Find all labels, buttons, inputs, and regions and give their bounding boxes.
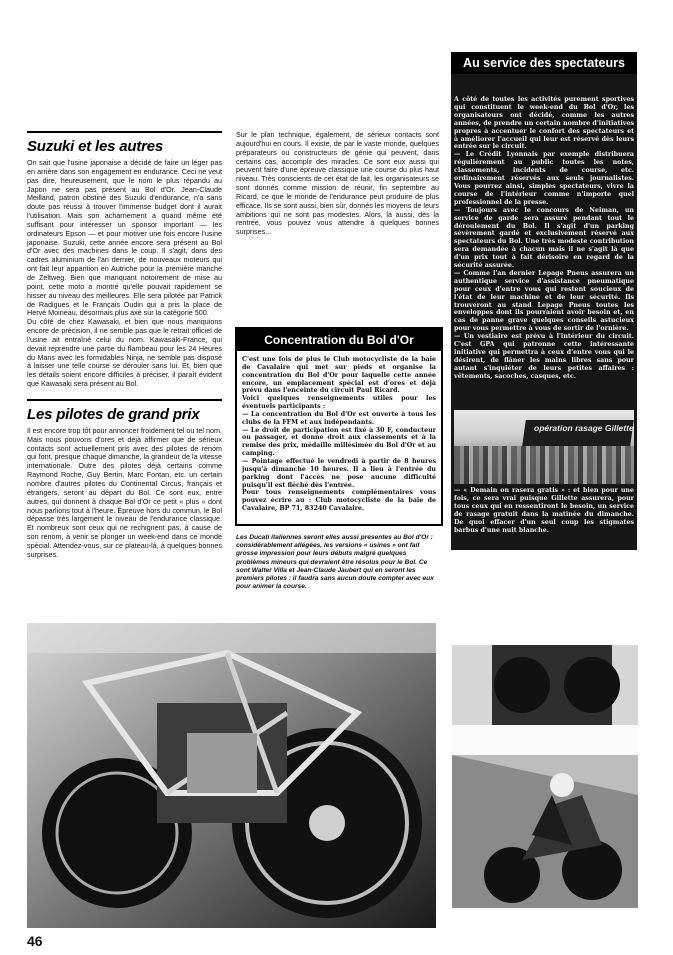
section-rule [27,399,222,401]
gillette-photo [454,410,634,484]
left-column [27,131,222,559]
paragraph: A côté de toutes les activités purement sportives qui constituent le week-end du Bol d'Or, les organisateurs ont décidé, comme les autres années, de prendre un certain nombre d'initiatives propres à accentuer le confort des spectateurs et à améliorer l'accueil qui leur est réservé dès leurs entrée sur le circuit. [454,96,634,151]
rider-photo [452,645,638,908]
photo-caption: Les Ducati italiennes seront elles aussi présentes au Bol d'Or : considérablement allégées, les versions « usines » ont fait grosse impression pour leurs débuts malgré quelques problèmes mineurs qui devraient être résolus pour le Bol. Ce sont Walter Villa et Jean-Claude Jaubert qui en seront les premiers pilotes : il faudra sans aucun doute compter avec eux pour animer la course. [236,534,434,591]
paragraph: Sur le plan technique, également, de sérieux contacts sont aujourd'hui en cours. Il existe, de par le vaste monde, quelques préparateurs ou constructeurs de génie qui peuvent, dans certains cas, accomplir des miracles. Ce sont eux aussi qui peuvent faire d'une épreuve classique une course du plus haut niveau. Très conscients de cet état de fait, les organisateurs se sont donnés comme mission de réunir, fin septembre au Ricard, ce que le monde de l'endurance peut produire de plus efficace. Ils se sont aussi, bien sûr, donnés les moyens de leurs ambitions qui ne sont pas modestes. Alors, là aussi, dès la rentrée, vous pouvez vous attendre à quelques bonnes surprises... [236,130,439,237]
paragraph: — « Demain on rasera gratis » : et bien pour une fois, ce sera vrai puisque Gillette assurera, pour tous ceux qui en ressentiront le besoin, un service de rasage gratuit dans la matinée du dimanche. De quoi effacer d'un seul coup les stigmates barbus d'une nuit blanche. [454,487,634,534]
crowd-shape [454,446,634,484]
paragraph: Du côté de chez Kawasaki, et bien que nous manquions encore de précision, il ne semble pas que le retrait officiel de l'usine ait entraîné celui du nom. Kawasaki-France, qui devait reprendre une partie du flambeau pour les 24 Heures du Mans avec les formidables Ninja, ne semble pas disposé à laisser une telle course se dérouler sans lui. Et, bien que les détails soient encore difficiles à préciser, il paraît évident que Kawasaki sera présent au Bol. [27,317,222,389]
paragraph: — Pointage effectué le vendredi à partir de 8 heures jusqu'à dimanche 10 heures. Il a lieu à l'entrée du parking dont l'accès ne pose aucune difficulté puisqu'il est fléché dès l'entrée. [242,457,436,489]
paragraph: — Un vestiaire est prévu à l'intérieur du circuit. C'est GPA qui patronne cette intéressante initiative qui permettra à ceux d'entre vous qui le désirent, de flâner les mains libres sans pour autant s'inquiéter de leurs petites affaires : vêtements, sacoches, casques, etc. [454,333,634,380]
spectateurs-panel [451,52,637,550]
concentration-box [235,327,443,526]
paragraph: Voici quelques renseignements utiles pour les éventuels participants : [242,395,436,411]
ducati-illustration [27,623,436,928]
panel-text-after-photo [454,487,634,534]
box-title: Concentration du Bol d'Or [237,329,441,351]
section-rule [27,131,222,133]
middle-column [236,131,439,316]
paragraph: — Le droit de participation est fixé à 30 F, conducteur ou passager, et donne droit aux classements et à la remise des prix, médaille millésimée du Bol d'Or et au camping. [242,426,436,458]
paragraph: — La concentration du Bol d'Or est ouverte à tous les clubs de la FFM et aux indépendants. [242,410,436,426]
page-number: 46 [27,933,43,949]
heading-suzuki: Suzuki et les autres [27,138,164,155]
tent-sign: opération rasage Gillette [534,423,634,433]
paragraph: On sait que l'usine japonaise a décidé de faire un léger pas en arrière dans son engagement en endurance. Ceci ne veut pas dire, heureusement, que le nom le plus répandu au Japon ne sera pas présent au Bol d'Or. Jean-Claude Meilland, patron obstiné des Suzuki d'endurance, n'a sans doute pas réussi à trouver l'immense budget dont il aurait l'utilisation. Mais son acharnement a quand même été suffisant pour intéresser un sponsor important — les ordinateurs Epson — et pour motiver une fois encore l'usine japonaise. Suzuki, cette année encore sera présent au Bol d'Or avec des machines dans le coup. Il s'agit, dans des cadres aluminium de l'an dernier, de nouveaux moteurs qui ont fait leur apparition en Autriche pour la première manche de Zeltweg. Bien que manquant notoirement de mise au point, cette moto a montré qu'elle pouvait rapidement se hisser au niveau des meilleures. Elle sera pilotée par Patrick de Radigues et le Français Oudin qui a pris la place de Hervé Moineau, désormais plus axé sur la catégorie 500. [27,158,222,318]
panel-title: Au service des spectateurs [451,52,637,74]
rider-illustration [452,645,638,908]
paragraph: Il est encore trop tôt pour annoncer froidement tel ou tel nom. Mais nous pouvons d'ores et déjà affirmer que de sérieux contacts sont actuellement pris avec des pilotes de renom qui font, presque chaque dimanche, la grandeur de la vitesse internationale. Outre des pilotes déjà certains comme Raymond Roche, Guy Bertin, Marc Fontan, etc. un certain nombre d'autres pilotes du Continental Circus, français et étrangers, seront au départ du Bol. Ce sont eux, entre autres, qui donnent à chaque Bol d'Or ce petit « plus » dont nous parlions tout à l'heure. Épreuve hors du commun, le Bol dépasse très largement le niveau de l'endurance classique. Et nombreux sont ceux qui ne rechignent pas, à cause de son renom, à venir se plonger un week-end dans ce monde spécial. Attendez-vous, sur ce plateau-là, à quelques bonnes surprises. [27,425,222,559]
paragraph: — Le Crédit Lyonnais par exemple distribuera régulièrement au public toutes les notes, classements, incidents de course, etc. ordinairement réservés aux seuls journalistes. Vous pourrez ainsi, simples spectateurs, vivre la course de l'intérieur comme n'importe quel professionnel de la presse. [454,151,634,206]
paragraph: — Toujours avec le concours de Neiman, un service de garde sera assuré pendant tout le déroulement du Bol. Il s'agit d'un parking sévèrement gardé et exclusivement réservé aux spectateurs du Bol. Une très modeste contribution sera demandée à chacun mais il ne s'agit là que d'un prix tout à fait dérisoire en regard de la sécurité assurée. [454,206,634,270]
heading-pilotes: Les pilotes de grand prix [27,405,200,423]
panel-text [454,96,634,381]
paragraph: Pour tous renseignements complémentaires vous pouvez écrire au : Club motocycliste de la baie de Cavalaire, BP 71, 83240 Cavalaire. [242,489,436,513]
paragraph: — Comme l'an dernier Lepage Pneus assurera un authentique service d'assistance pneumatique pour ceux d'entre vous qui restent soucieux de l'état de leur machine et de leur sécurité. Ils trouveront au stand Lepage Pneus toutes les enveloppes dont ils pourraient avoir besoin et, en cas de panne grave quelques conseils astucieux pour vous permettre à vous de sortir de l'ornière. [454,269,634,333]
ducati-photo [27,623,436,928]
paragraph: C'est une fois de plus le Club motocycliste de la baie de Cavalaire qui met sur pieds et organise la concentration du Bol d'Or pour laquelle cette année encore, un emplacement spécial est d'ores et déjà prévu dans l'enceinte du circuit Paul Ricard. [242,356,436,395]
box-text [242,356,436,513]
